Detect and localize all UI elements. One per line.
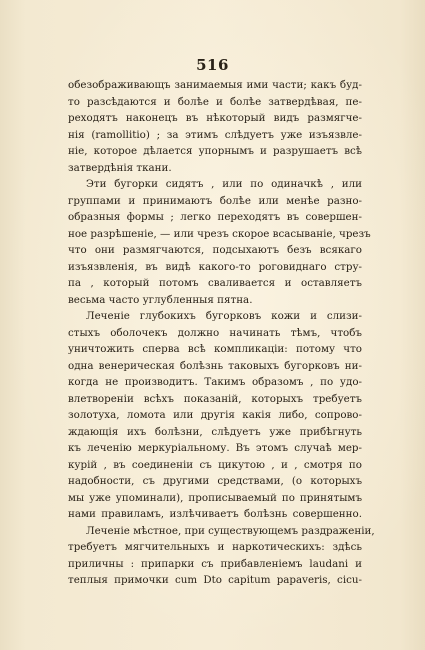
text-line: стыхъ оболочекъ должно начинать тѣмъ, чтобъ (68, 326, 362, 339)
body-text (68, 77, 375, 589)
text-line: группами и принимаютъ болѣе или менѣе разно- (68, 194, 362, 207)
text-line: весьма часто углубленныя пятна. (68, 293, 253, 306)
text-line: одна венерическая болѣзнь таковыхъ бугорковъ ни- (68, 359, 362, 372)
text-line: курій , въ соединеніи съ цикутою , и , смотря по (68, 458, 362, 471)
text-line: влетвореніи всѣхъ показаній, которыхъ требуетъ (68, 392, 362, 405)
text-line: Леченіе мѣстное, при существующемъ раздраженіи, (86, 524, 375, 537)
text-line: ждающія ихъ болѣзни, слѣдуетъ уже прибѣгнуть (68, 425, 362, 438)
text-line: изъязвленія, въ видѣ какого-то роговиднаго стру- (68, 260, 362, 273)
text-line: реходятъ наконецъ въ нѣкоторый видъ размягче- (68, 112, 362, 124)
text-line: мы уже упоминали), прописываемый по принятымъ (68, 491, 362, 504)
text-line: ніе, которое дѣлается упорнымъ и разрушаетъ всѣ (68, 145, 362, 157)
text-line: что они размягчаются, подсыхаютъ безъ всякаго (68, 244, 362, 256)
text-line: нами правиламъ, излѣчиваетъ болѣзнь совершенно. (68, 508, 362, 520)
text-line: па , который потомъ сваливается и оставляетъ (68, 277, 362, 289)
text-line: требуетъ мягчительныхъ и наркотическихъ: здѣсь (68, 541, 362, 553)
text-line: затвердѣнія ткани. (68, 161, 172, 174)
text-line: когда не производитъ. Такимъ образомъ , по удо- (68, 376, 362, 388)
text-line: теплыя примочки cum Dto capitum papaveris, cicu- (68, 574, 362, 586)
text-line: ное разрѣшеніе, — или чрезъ скорое всасываніе, чрезъ (68, 227, 371, 240)
text-line: то разсѣдаются и болѣе и болѣе затвердѣвая, пе- (68, 95, 362, 108)
text-line: образныя формы ; легко переходятъ въ совершен- (68, 211, 362, 223)
text-line: Леченіе глубокихъ бугорковъ кожи и слизи- (86, 310, 362, 322)
text-line: къ леченію меркуріальному. Въ этомъ случаѣ мер- (68, 442, 362, 454)
text-line: обезображивающъ занимаемыя ими части; какъ буд- (68, 79, 362, 91)
text-line: нія (ramollitio) ; за этимъ слѣдуетъ уже изъязвле- (68, 128, 362, 141)
text-line: приличны : припарки съ прибавленіемъ laudani и (68, 557, 362, 570)
text-line: уничтожить сперва всѣ компликаціи: потому что (68, 343, 362, 355)
page-number: 516 (196, 56, 229, 74)
text-line: Эти бугорки сидятъ , или по одиначкѣ , или (86, 178, 362, 190)
text-line: надобности, съ другими средствами, (о которыхъ (68, 475, 362, 487)
text-line: золотуха, ломота или другія какія либо, сопрово- (68, 409, 362, 421)
